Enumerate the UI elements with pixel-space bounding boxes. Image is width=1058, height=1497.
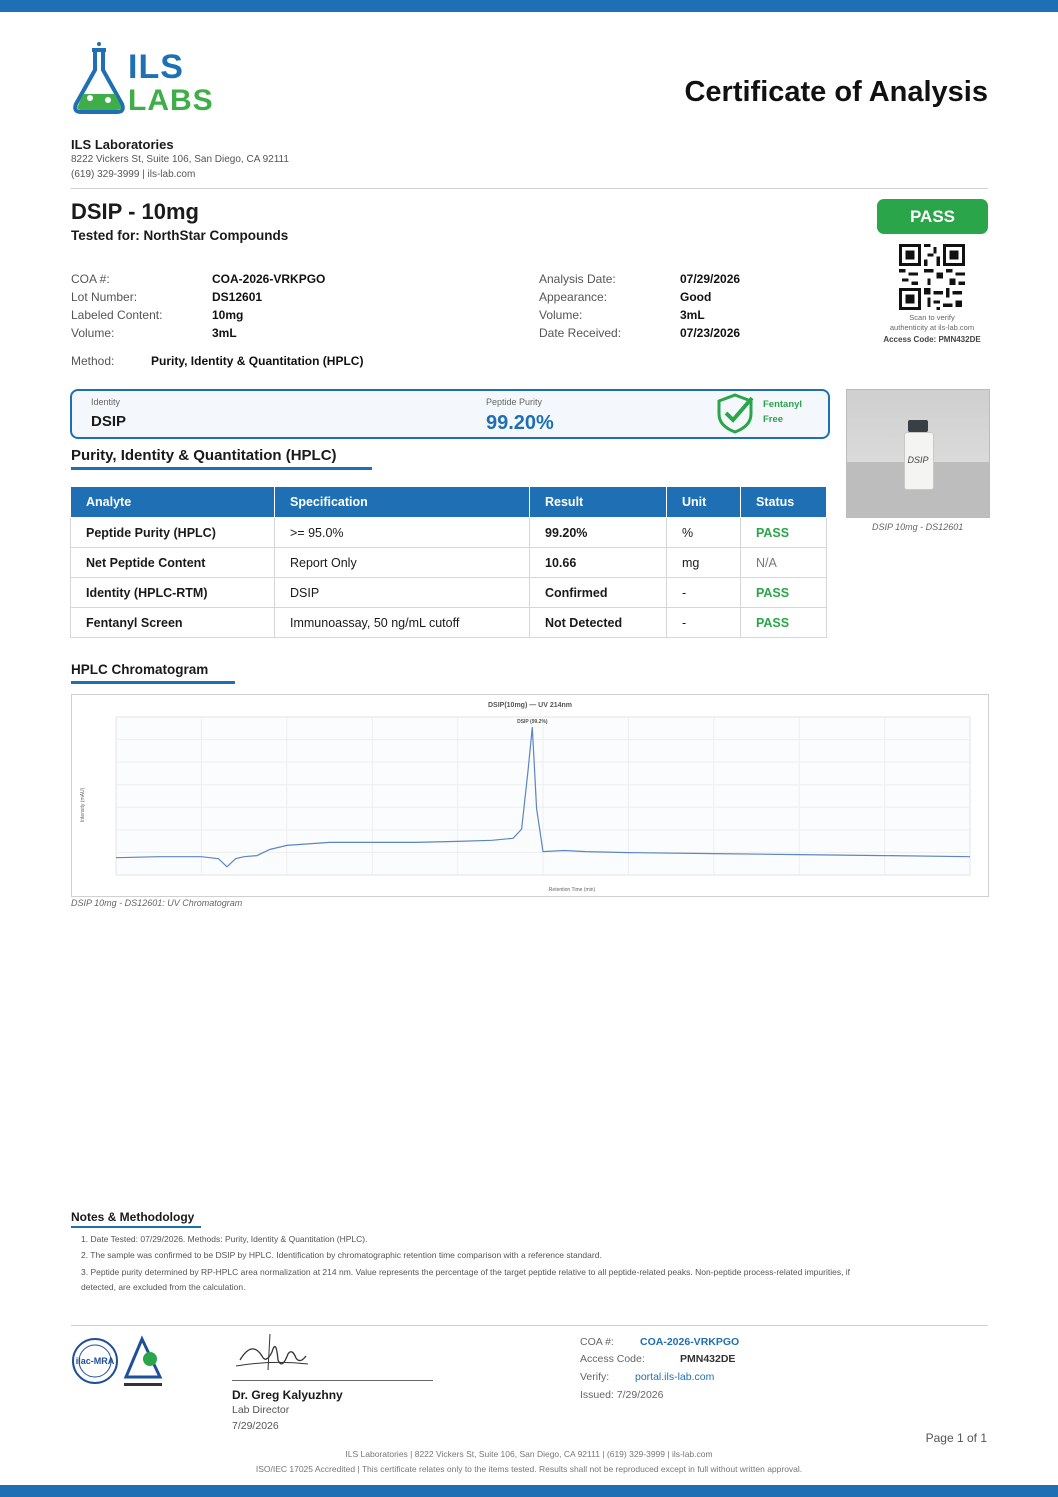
col-header: Analyte xyxy=(71,487,275,518)
cell-unit: mg xyxy=(667,548,741,578)
table-row xyxy=(71,548,827,578)
info-value: 3mL xyxy=(212,326,237,340)
lab-contact: (619) 329-3999 | ils-lab.com xyxy=(71,169,196,180)
product-photo xyxy=(846,389,990,518)
footer-disclaimer-line: ISO/IEC 17025 Accredited | This certificate relates only to the items tested. Results shall not be reproduced except in full without written approval. xyxy=(255,1464,803,1474)
info-value: DS12601 xyxy=(212,290,263,304)
top-accent-bar xyxy=(0,0,1058,12)
tested-for: Tested for: NorthStar Compounds xyxy=(71,228,289,243)
purity-label: Peptide Purity xyxy=(486,397,543,407)
identity-value: DSIP xyxy=(91,413,127,430)
col-header: Result xyxy=(530,487,667,518)
signature-date: 7/29/2026 xyxy=(232,1420,279,1432)
section-underline xyxy=(71,681,235,684)
pass-badge: PASS xyxy=(877,199,988,234)
col-header: Unit xyxy=(667,487,741,518)
notes-title: Notes & Methodology xyxy=(71,1210,195,1224)
cell-status: N/A xyxy=(741,548,827,578)
info-label: Analysis Date: xyxy=(539,272,616,286)
info-label: Volume: xyxy=(539,308,583,322)
vial-label: DSIP xyxy=(907,455,929,465)
signature-image xyxy=(232,1330,312,1378)
cell-spec: Immunoassay, 50 ng/mL cutoff xyxy=(275,608,530,638)
identity-label: Identity xyxy=(91,397,121,407)
purity-value: 99.20% xyxy=(486,412,554,434)
shield-check-icon xyxy=(715,392,755,434)
footer-access-value: PMN432DE xyxy=(680,1353,736,1365)
note-item: 1. Date Tested: 07/29/2026. Methods: Purity, Identity & Quantitation (HPLC). xyxy=(81,1234,368,1244)
table-header-row xyxy=(71,487,827,518)
accreditation-logo-icon xyxy=(120,1333,166,1391)
qr-access-code: Access Code: PMN432DE xyxy=(883,335,981,344)
results-table xyxy=(70,486,827,638)
table-row xyxy=(71,578,827,608)
cell-result: Confirmed xyxy=(530,578,667,608)
footer-coa-label: COA #: xyxy=(580,1336,614,1348)
cell-analyte: Peptide Purity (HPLC) xyxy=(71,518,275,548)
fentanyl-free-line1: Fentanyl xyxy=(763,399,803,410)
logo-text-ils: ILS xyxy=(128,48,184,86)
ilac-mra-logo-icon xyxy=(71,1337,119,1385)
cell-result: Not Detected xyxy=(530,608,667,638)
info-value: Good xyxy=(680,290,712,304)
note-item: 3. Peptide purity determined by RP-HPLC area normalization at 214 nm. Value represents the percentage of the target peptide relative to all peptide-related peaks. Non-peptide process-related impurities, if xyxy=(81,1267,851,1277)
cell-status: PASS xyxy=(741,578,827,608)
cell-spec: >= 95.0% xyxy=(275,518,530,548)
chart-x-axis-label: Retention Time (min) xyxy=(548,887,596,893)
info-label: Date Received: xyxy=(539,326,622,340)
cell-result: 99.20% xyxy=(530,518,667,548)
table-row xyxy=(71,608,827,638)
cell-unit: - xyxy=(667,608,741,638)
verify-link[interactable]: portal.ils-lab.com xyxy=(635,1371,715,1383)
chromatogram-section-title: HPLC Chromatogram xyxy=(71,662,209,677)
info-label: Lot Number: xyxy=(71,290,138,304)
info-value: 07/29/2026 xyxy=(680,272,741,286)
ilac-mra-logo-text: ilac-MRA xyxy=(75,1356,115,1366)
info-label: Labeled Content: xyxy=(71,308,163,322)
signature-line xyxy=(232,1380,433,1381)
cell-result: 10.66 xyxy=(530,548,667,578)
signer-role: Lab Director xyxy=(232,1404,290,1416)
info-value: 10mg xyxy=(212,308,244,322)
chromatogram-chart xyxy=(71,694,989,897)
footer-verify-label: Verify: xyxy=(580,1371,610,1383)
lab-address: 8222 Vickers St, Suite 106, San Diego, CA 92111 xyxy=(71,154,289,165)
qr-caption-line2: authenticity at ils-lab.com xyxy=(889,323,975,332)
method-label: Method: xyxy=(71,354,115,368)
logo-text-labs: LABS xyxy=(128,84,214,117)
qr-code-icon[interactable] xyxy=(899,244,965,310)
footer-coa-value: COA-2026-VRKPGO xyxy=(640,1336,740,1348)
cell-status: PASS xyxy=(741,608,827,638)
col-header: Status xyxy=(741,487,827,518)
fentanyl-free-line2: Free xyxy=(763,414,784,425)
lab-name: ILS Laboratories xyxy=(71,137,174,152)
cell-unit: % xyxy=(667,518,741,548)
cell-spec: DSIP xyxy=(275,578,530,608)
footer-access-label: Access Code: xyxy=(580,1353,645,1365)
cell-analyte: Fentanyl Screen xyxy=(71,608,275,638)
chart-peak-label: DSIP (99.2%) xyxy=(517,719,548,726)
qr-caption-line1: Scan to verify xyxy=(909,313,955,322)
bottom-accent-bar xyxy=(0,1485,1058,1497)
footer-issued: Issued: 7/29/2026 xyxy=(580,1389,664,1401)
chromatogram-svg xyxy=(72,695,988,896)
cell-status: PASS xyxy=(741,518,827,548)
results-section-title: Purity, Identity & Quantitation (HPLC) xyxy=(71,447,337,464)
method-value: Purity, Identity & Quantitation (HPLC) xyxy=(151,354,364,368)
flask-logo-icon xyxy=(70,42,128,118)
note-item: 2. The sample was confirmed to be DSIP by HPLC. Identification by chromatographic retention time comparison with a reference standard. xyxy=(81,1250,602,1260)
divider xyxy=(71,1325,988,1326)
photo-caption: DSIP 10mg - DS12601 xyxy=(872,522,964,532)
chart-y-axis-label: Intensity (mAU) xyxy=(80,787,86,823)
cell-spec: Report Only xyxy=(275,548,530,578)
footer-address-line: ILS Laboratories | 8222 Vickers St, Suite 106, San Diego, CA 92111 | (619) 329-3999 | ils-lab.com xyxy=(345,1449,713,1459)
signer-name: Dr. Greg Kalyuzhny xyxy=(232,1388,343,1402)
section-underline xyxy=(71,1226,201,1228)
page-number: Page 1 of 1 xyxy=(925,1431,987,1445)
cell-analyte: Net Peptide Content xyxy=(71,548,275,578)
note-item: detected, are excluded from the calculation. xyxy=(81,1282,246,1292)
document-title: Certificate of Analysis xyxy=(684,76,988,108)
col-header: Specification xyxy=(275,487,530,518)
info-label: Appearance: xyxy=(539,290,608,304)
info-label: COA #: xyxy=(71,272,110,286)
chromatogram-caption: DSIP 10mg - DS12601: UV Chromatogram xyxy=(71,898,243,908)
chart-title: DSIP(10mg) — UV 214nm xyxy=(487,702,573,709)
product-title: DSIP - 10mg xyxy=(71,199,199,224)
divider xyxy=(71,188,988,189)
cell-unit: - xyxy=(667,578,741,608)
table-row xyxy=(71,518,827,548)
section-underline xyxy=(71,467,372,470)
info-value: COA-2026-VRKPGO xyxy=(212,272,326,286)
vial-cap xyxy=(908,420,928,432)
info-label: Volume: xyxy=(71,326,115,340)
info-value: 07/23/2026 xyxy=(680,326,741,340)
info-value: 3mL xyxy=(680,308,705,322)
cell-analyte: Identity (HPLC-RTM) xyxy=(71,578,275,608)
